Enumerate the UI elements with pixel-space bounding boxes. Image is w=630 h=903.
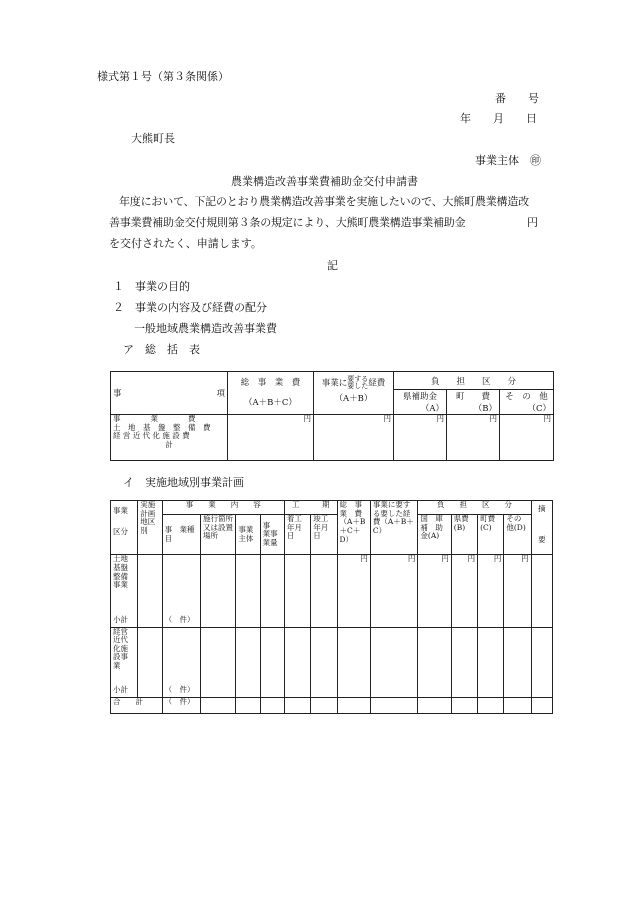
row-labels (111, 415, 228, 461)
header-req-2: 要する (347, 375, 369, 383)
nat-cell (418, 627, 451, 697)
header-start-label: 着工年月日 (286, 514, 302, 541)
ryou-cell (260, 627, 284, 697)
header-area (138, 501, 162, 555)
header-burden (418, 501, 531, 515)
sub-heading: 一般地域農業構造改善事業費 (134, 322, 277, 335)
addressee: 大熊町長 (131, 132, 175, 145)
yen-mark: 円 (489, 414, 497, 423)
header-required-label: 事業に要する要した経費（A＋B＋C） (372, 500, 414, 535)
yen-mark: 円 (303, 414, 311, 423)
tekiyou-cell (531, 555, 552, 627)
header-shutai (236, 515, 260, 555)
place-cell (200, 697, 235, 713)
header-place-label: 施行箇所又は設置場所 (202, 514, 233, 541)
header-start (284, 515, 310, 555)
item-2: ２ 事業の内容及び経費の配分 (113, 301, 267, 314)
header-town (478, 515, 504, 555)
body-line-2: 善事業費補助金交付規則第３条の規定により、大熊町農業構造事業補助金 (109, 216, 466, 229)
count-label: （ 件） (164, 685, 195, 695)
header-kubun-2: 区分 (113, 526, 128, 536)
header-req-formula: （A＋B） (334, 394, 373, 404)
yen-mark: 円 (383, 414, 391, 423)
cell-town (447, 415, 500, 461)
yen-mark: 円 (436, 414, 444, 423)
header-jigyo-text: 事 (113, 389, 122, 399)
header-nat-label: 国 庫補 助金(A) (420, 514, 443, 541)
total-cell (337, 555, 370, 627)
header-kou-text: 項 (216, 389, 225, 399)
cell-required (314, 415, 394, 461)
pref-cell (451, 627, 477, 697)
end-cell (311, 697, 337, 713)
applicant-label: 事業主体 ㊞ (475, 154, 541, 167)
header-nat (418, 515, 451, 555)
header-ryou (260, 515, 284, 555)
shumoku-cell (162, 627, 200, 697)
tekiyou-cell (531, 627, 552, 697)
header-shumoku (162, 515, 203, 555)
subtotal-label: 小計 (113, 685, 128, 695)
row-label-total: 計 (165, 439, 173, 449)
header-shutai-label: 事業主体 (238, 525, 254, 543)
other-cell (504, 555, 531, 627)
nat-cell (418, 555, 451, 627)
header-pref (451, 515, 477, 555)
row-label-jigyohi: 事 業 費 (113, 414, 196, 423)
shutai-cell (236, 697, 260, 713)
other-cell (504, 627, 531, 697)
header-tekiyou (531, 501, 552, 555)
total-cell (337, 627, 370, 697)
date-label: 年 月 日 (460, 112, 537, 125)
header-other-label: その他(D) (506, 514, 526, 532)
town-cell (478, 627, 504, 697)
header-end (311, 515, 337, 555)
header-naiyou-label: 事 業 内 容 (185, 500, 261, 509)
header-req-4: 経費 (368, 378, 386, 389)
table-row (111, 555, 553, 627)
other-cell (504, 697, 531, 713)
header-jigyo (111, 372, 228, 415)
count-label: （ 件） (164, 696, 195, 706)
header-town-code: （B） (473, 404, 497, 414)
header-other (500, 390, 554, 415)
pref-cell (451, 697, 477, 713)
place-cell (200, 627, 235, 697)
area-cell (138, 555, 162, 627)
document-title: 農業構造改善事業費補助金交付申請書 (231, 175, 418, 188)
header-req-3: 要した (347, 382, 369, 390)
required-cell (370, 555, 418, 627)
header-pref-label: 県費(B) (453, 514, 469, 532)
header-other-code: （C） (527, 404, 552, 414)
table-row (111, 697, 553, 713)
total-cell (337, 697, 370, 713)
end-cell (311, 627, 337, 697)
cell-other (500, 415, 554, 461)
header-pref-code: （A） (420, 404, 444, 414)
header-total (228, 372, 314, 415)
body-line-1: 年度において、下記のとおり農業構造改善事業を実施したいので、大熊町農業構造改 (119, 195, 529, 208)
yen-mark: 円 (407, 554, 416, 564)
shutai-cell (236, 627, 260, 697)
ryou-cell (260, 555, 284, 627)
grand-total-count-cell (162, 697, 200, 713)
header-burden (394, 372, 554, 390)
header-total (337, 501, 370, 555)
nat-cell (418, 697, 451, 713)
header-place (200, 515, 235, 555)
start-cell (284, 627, 310, 697)
header-total-formula: （A＋B＋C） (244, 398, 297, 408)
header-kubun-1: 事業 (113, 506, 128, 515)
header-kouki-label: 工 期 (291, 500, 330, 509)
tekiyou-cell (531, 697, 552, 713)
area-cell (138, 627, 162, 697)
header-ryou-label: 事 業事業量 (262, 520, 278, 547)
yen-mark: 円 (360, 554, 368, 564)
ryou-cell (260, 697, 284, 713)
required-cell (370, 627, 418, 697)
header-other (504, 515, 531, 555)
subtotal-label: 小計 (113, 614, 128, 624)
header-required (370, 501, 418, 555)
header-burden-label: 負 担 区 分 (437, 500, 513, 509)
regional-plan-table (110, 500, 553, 714)
yen-mark: 円 (493, 554, 502, 564)
header-town-label: 町 費 (455, 392, 490, 402)
cell-total (228, 415, 314, 461)
pref-cell (451, 555, 477, 627)
header-required (314, 372, 394, 415)
header-town (447, 390, 500, 415)
category-cell (111, 627, 138, 697)
row-label-land: 土 地 基 盤 整 備 費 (113, 422, 211, 432)
header-pref-label: 県補助金 (402, 392, 437, 402)
yen-mark: 円 (521, 554, 529, 564)
header-end-label: 竣工年月日 (313, 514, 329, 541)
category-land-label: 土地基盤整備事業 (113, 554, 128, 590)
header-shumoku-label: 事 業種 目 (164, 525, 203, 543)
table-row (111, 627, 553, 697)
header-town-label: 町費(C) (480, 514, 496, 532)
shutai-cell (236, 555, 260, 627)
category-facility-label: 経営近代化施設事業 (113, 626, 128, 671)
count-label: （ 件） (164, 614, 195, 624)
category-cell (111, 555, 138, 627)
cell-pref (394, 415, 447, 461)
section-b-heading: イ 実施地域別事業計画 (123, 476, 244, 489)
row-label-facility: 経 営 近 代 化 施 設 費 (113, 431, 190, 441)
header-total-label: 総 事業 費（A＋B＋C＋D） (339, 500, 366, 544)
shumoku-cell (162, 555, 200, 627)
header-naiyou (162, 501, 284, 515)
header-kubun (111, 501, 138, 555)
header-teki: 摘 (538, 504, 546, 513)
section-a-heading: ア 総 括 表 (123, 343, 200, 356)
summary-table (110, 371, 554, 461)
header-other-label: そ の 他 (505, 392, 548, 402)
number-label: 番 号 (495, 92, 539, 105)
town-cell (478, 697, 504, 713)
header-total-label: 総 事 業 費 (240, 378, 301, 388)
required-cell (370, 697, 418, 713)
grand-total-label: 合 計 (113, 696, 143, 706)
header-area-label: 実施計画地区別 (140, 500, 156, 535)
header-pref (394, 390, 447, 415)
end-cell (311, 555, 337, 627)
start-cell (284, 555, 310, 627)
item-1: １ 事業の目的 (113, 280, 190, 293)
yen-label: 円 (527, 216, 538, 229)
place-cell (200, 555, 235, 627)
header-kouki (284, 501, 337, 515)
yen-mark: 円 (543, 414, 552, 423)
yen-mark: 円 (467, 554, 476, 564)
yen-mark: 円 (441, 554, 449, 564)
ki-label: 記 (327, 259, 338, 272)
town-cell (478, 555, 504, 627)
header-burden-label: 負 担 区 分 (431, 376, 517, 387)
header-you: 要 (538, 534, 546, 544)
grand-total-label-cell (111, 697, 163, 713)
header-req-1: 事業に (321, 378, 348, 389)
form-label: 様式第１号（第３条関係） (97, 70, 229, 83)
start-cell (284, 697, 310, 713)
body-line-3: を交付されたく、申請します。 (109, 237, 262, 250)
